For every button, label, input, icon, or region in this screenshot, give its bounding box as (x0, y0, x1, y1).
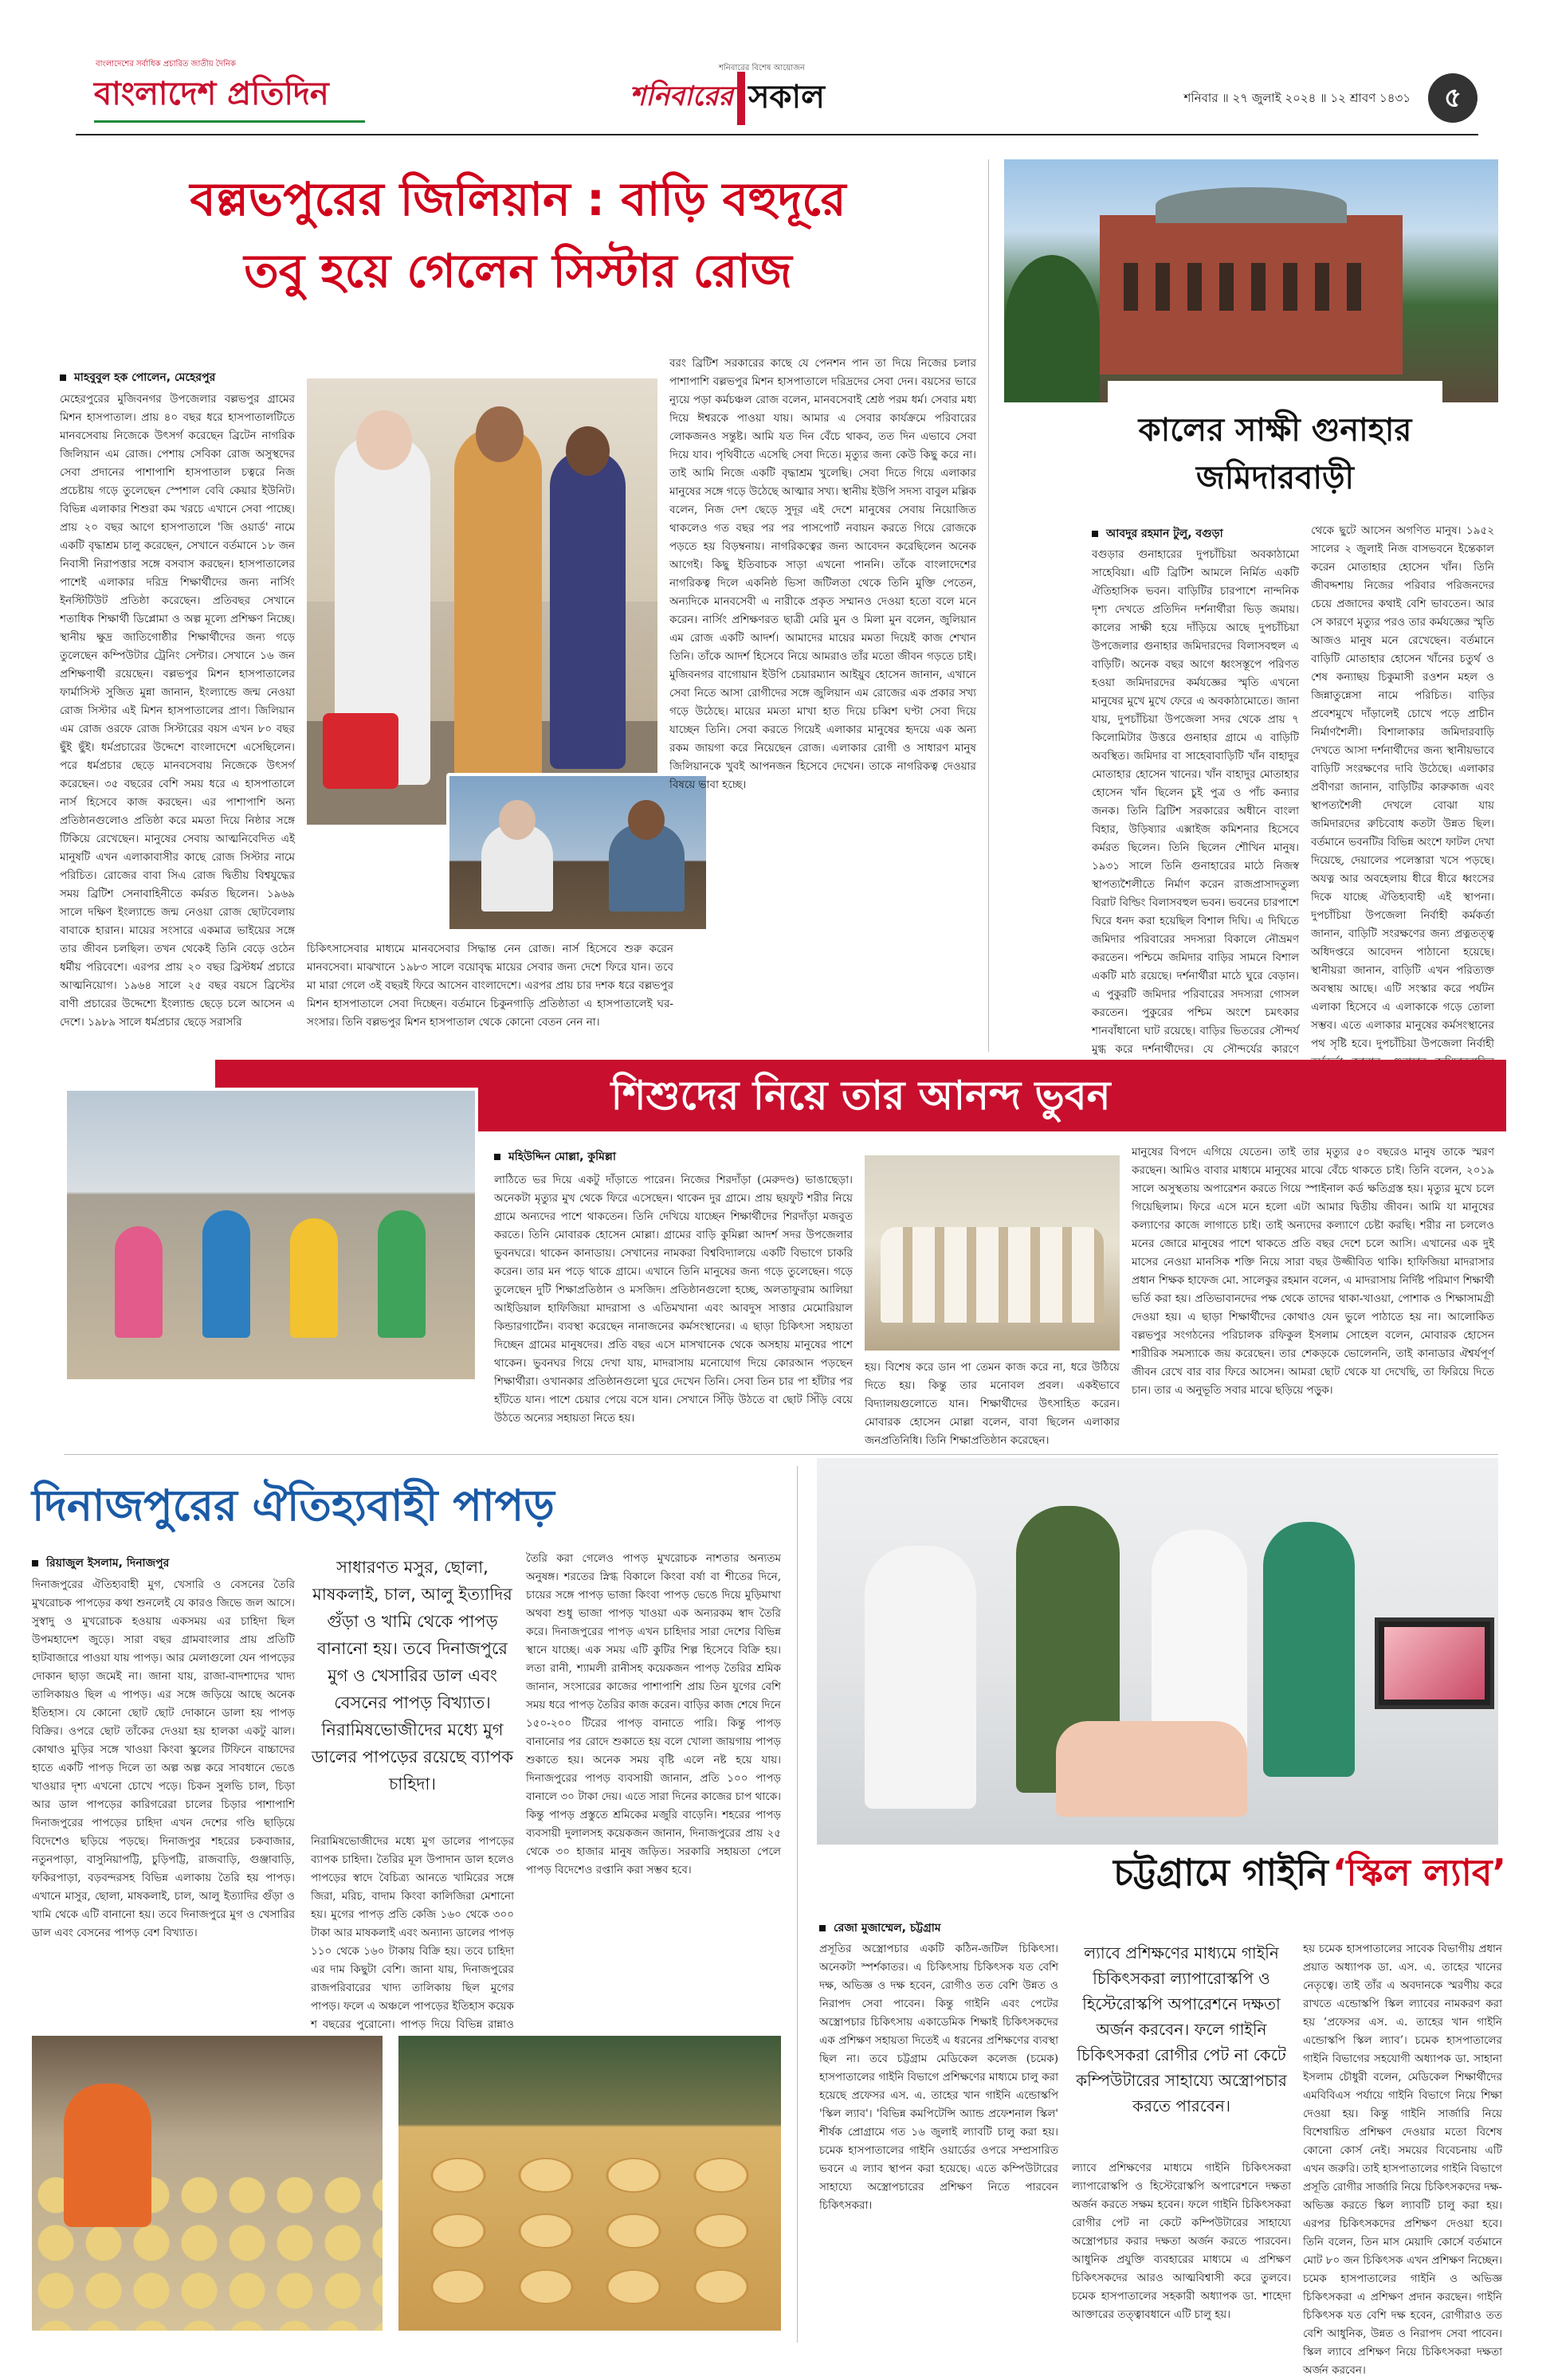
photo-doctor-3 (1263, 1522, 1355, 1777)
photo-papad-pile (414, 2147, 765, 2315)
byline-bullet (60, 374, 66, 381)
photo-child-3 (290, 1218, 338, 1338)
article-column-3: বরং ব্রিটিশ সরকারের কাছে যে পেনশন পান তা দিয়ে নিজের চলার পাশাপাশি বল্লভপুর মিশন হাসপাতালে দরিদ্রদের সেবা দেন। বয়সের ভারে ন্যুয়ে পড়া কর্মচঞ্চল রোজ বলেন, মানবসেবাই শ্রেষ্ঠ পরম ধর্ম। সেবার মধ্য দিয়ে ঈশ্বরকে পাওয়া যায়। আমার এ সেবার কার্যক্রমে পরিবারের লোকজনও সন্তুষ্ট। আমি যত দিন বেঁচে থাকব, তত দিন এভাবে সেবা দিয়ে যাব। পৃথিবীতে এসেছি সেবা দিতে। মৃত্যুর জন্য কেউ কিছু করে না। তাই আমি নিজে একটি বৃদ্ধাশ্রম খুলেছি। সেবা দিতে গিয়ে এলাকার মানুষের সঙ্গে গড়ে উঠেছে আত্মার সখ্য। স্থানীয় ইউপি সদস্য বাবুল মল্লিক বলেন, নিজ দেশ ছেড়ে সুদূর এই দেশে মানুষের সেবায় নিয়োজিত থাকলেও গত বছর পর পর পাসপোর্ট নবায়ন করতে গিয়ে রোজকে পড়তে হয় বিড়ম্বনায়। নাগরিকত্বের জন্য আবেদন করেছিলেন অনেক আগেই। কিছু ইতিবাচক সাড়া এখনো পাননি। তাঁকে বাংলাদেশের নাগরিকত্ব দিলে একনিষ্ঠ ভিসা জটিলতা থেকে তিনি মুক্তি পেতেন, অন্যদিকে মানবসেবী এ নারীকে প্রকৃত সম্মানও দেওয়া হতো বলে মনে করেন। নার্সিং প্রশিক্ষণরত ছাত্রী মেরি মুন ও মিলা মুন বলেন, জুলিয়ান এম রোজ একটি আদর্শ। আমাদের মায়ের মমতা দিয়েই কাজ শেখান তিনি। তাঁকে আদর্শ হিসেবে নিয়ে আমরাও তাঁর মতো জীবন গড়তে চাই। মুজিবনগর বাগোয়ান ইউপি চেয়ারম্যান আইয়ুব হোসেন জানান, এখানে সেবা নিতে আসা রোগীদের সঙ্গে জুলিয়ান এম রোজের এক প্রকার সখ্য গড়ে উঠেছে। মায়ের মমতা মাখা হাত দিয়ে চব্বিশ ঘণ্টা সেবা দিয়ে যাচ্ছেন তিনি। সেবা করতে গিয়েই এলাকার মানুষের হৃদয়ে এক অন্য রকম জায়গা করে নিয়েছেন রোজ। এলাকার রোগী ও সাধারণ মানুষ জিলিয়ানকে খুবই আপনজন হিসেবে দেখেন। তাকে নাগরিকত্ব দেওয়ার বিষয়ে ভাবা হচ্ছে। (669, 357, 976, 791)
photo-house-windows (1124, 263, 1379, 311)
photo-papad-drying-woman (32, 2036, 383, 2331)
byline: মহিউদ্দিন মোল্লা, কুমিল্লা (494, 1147, 733, 1166)
photo-office-person-2-head (628, 800, 665, 840)
issue-date: শনিবার ॥ ২৭ জুলাই ২০২৪ ॥ ১২ শ্রাবণ ১৪৩১ (1183, 91, 1411, 105)
article-column-3: হয় চমেক হাসপাতালের সাবেক বিভাগীয় প্রধান প্রয়াত অধ্যাপক ডা. এস. এ. তাহের খানের নেতৃত্বে। তাই তাঁর এ অবদানকে স্মরণীয় করে রাখতে এন্ডোস্কপি স্কিল ল্যাবের নামকরণ করা হয় ‘প্রফেসর এস. এ. তাহের খান গাইনি এন্ডোস্কপি স্কিল ল্যাব’। চমেক হাসপাতালের গাইনি বিভাগের সহযোগী অধ্যাপক ডা. সাহানা ইসলাম চৌধুরী বলেন, মেডিকেল শিক্ষার্থীদের এমবিবিএস পর্যায়ে গাইনি বিভাগে নিয়ে শিক্ষা দেওয়া হয়। কিন্তু গাইনি সার্জারি নিয়ে বিশেষায়িত প্রশিক্ষণ দেওয়ার মতো বিশেষ কোনো কোর্স নেই। সময়ের বিবেচনায় এটি এখন জরুরি। তাই হাসপাতালের গাইনি বিভাগে প্রসূতি রোগীর সার্জারি নিয়ে চিকিৎসকদের দক্ষ-অভিজ্ঞ করতে স্কিল ল্যাবটি চালু করা হয়। এরপর চিকিৎসকদের প্রশিক্ষণ দেওয়া হবে। তিনি বলেন, তিন মাস মেয়াদি কোর্সে বর্তমানে মোট ৮০ জন চিকিৎসক এখন প্রশিক্ষণ নিচ্ছেন। চমেক হাসপাতালের গাইনি ও অভিজ্ঞ চিকিৎসকরা এ প্রশিক্ষণ প্রদান করছেন। গাইনি চিকিৎসক যত বেশি দক্ষ হবেন, রোগীরাও তত বেশি আধুনিক, উন্নত ও নিরাপদ সেবা পাবেন। স্কিল ল্যাবে প্রশিক্ষণ নিয়ে চিকিৎসকরা দক্ষতা অর্জন করবেন। (1303, 1943, 1502, 2377)
page-number: ৫ (1443, 82, 1462, 114)
headline-line-1: কালের সাক্ষী গুনাহার (1138, 412, 1412, 449)
byline-bullet (819, 1925, 826, 1931)
masthead (0, 0, 1554, 135)
supplement-name-part1: শনিবারের (630, 80, 733, 112)
supplement-tagline: শনিবারের বিশেষ আয়োজন (719, 64, 805, 73)
masthead-tagline: বাংলাদেশের সর্বাধিক প্রচারিত জাতীয় দৈনিক (96, 60, 236, 69)
headline: শিশুদের নিয়ে তার আনন্দ ভুবন (610, 1072, 1111, 1119)
photo-house-roof (1156, 187, 1347, 223)
byline-bullet (1092, 531, 1098, 537)
divider-horizontal-middle (64, 1454, 1498, 1455)
article-column-1: লাঠিতে ভর দিয়ে একটু দাঁড়াতে পারেন। নিজের শিরদাঁড়া (মেরুদণ্ড) ভাঙাছেড়া। অনেকটা মৃত্যুর মুখ থেকে ফিরে এসেছেন। থাকেন দুর গ্রামে। প্রায় ছয়ফুট শরীর নিয়ে গ্রামে অন্যদের পাশে থাকতেন। তিনি দেখিয়ে যাচ্ছেন শিক্ষার্থীদের শিরদাঁড়া মজবুত করতে। তিনি মোবারক হোসেন মোল্লা। গ্রামের বাড়ি কুমিল্লা আদর্শ সদর উপজেলার ভুবনঘরে। থাকেন কানাডায়। সেখানের নামকরা বিশ্ববিদ্যালয়ে একটি বিভাগে চাকরি করেন। তার মন পড়ে থাকে গ্রামে। এখানে তিনি মানুষের জন্য গড়ে তুলেছেন। গড়ে তুলেছেন দুটি শিক্ষাপ্রতিষ্ঠান ও মসজিদ। প্রতিষ্ঠানগুলো হচ্ছে, অলতাফুরাম আলিয়া আইডিয়াল হাফিজিয়া মাদরাসা ও এতিমখানা এবং আবদুস সাত্তার মেমোরিয়াল কিন্ডারগার্টেন। ব্যবস্থা করেছেন নানাজনের কর্মসংস্থানের। এ ছাড়া চিকিৎসা সহায়তা দিচ্ছেন গ্রামের মানুষদের। প্রতি বছর এসে মাসখানেক থেকে অসহায় মানুষের পাশে থাকেন। ভুবনঘর গিয়ে দেখা যায়, মাদরাসায় মনোযোগ দিয়ে কোরআন পড়ছেন শিক্ষার্থীরা। ওখানকার প্রতিষ্ঠানগুলো ঘুরে দেখেন তিনি। সেবা তিন চার পা হাঁটার পর হাঁটতে যান। পাশে চেয়ার পেয়ে বসে যান। সেখানে সিঁড়ি উঠতে বা ছোট সিঁড়ি বেয়ে উঠতে অন্যের সহায়তা নিতে হয়। (494, 1174, 853, 1425)
supplement-name-part2: সকাল (737, 72, 825, 125)
article-column-2: চিকিৎসাসেবার মাধ্যমে মানবসেবার সিদ্ধান্ত নেন রোজ। নার্স হিসেবে শুরু করেন মানবসেবা। মাঝখানে ১৯৮৩ সালে বয়োবৃদ্ধ মায়ের সেবার জন্য দেশে ফিরে যান। তবে মা মারা গেলে ৩ই বছরই ফিরে আসেন বাংলাদেশে। এরপর প্রায় চার দশক ধরে বল্লভপুর মিশন হাসপাতালে সেবা দিচ্ছেন। বর্তমানে চিকুনগাড়ি প্রতিষ্ঠাতা এ হাসপাতালেই ঘর-সংসার। তিনি বল্লভপুর মিশন হাসপাতাল থেকে কোনো বেতন নেন না। (307, 943, 673, 1029)
supplement-logo (630, 72, 932, 123)
article-zamindar-house (988, 143, 1498, 1056)
article-dinajpur-papad (0, 1458, 797, 2351)
article-column-2: থেকে ছুটে আসেন অগণিত মানুষ। ১৯৫২ সালের ২ জুলাই নিজ বাসভবনে ইন্তেকাল করেন মোতাহার হোসেন খাঁন। তিনি জীবদ্দশায় নিজের পরিবার পরিজনদের চেয়ে প্রজাদের কথাই বেশি ভাবতেন। আর সে কারণে মৃত্যুর পরও তার কর্মযজ্ঞের স্মৃতি আজও মানুষ মনে রেখেছেন। বর্তমানে বাড়িটি মোতাহার হোসেন খাঁনের চতুর্থ ও শেষ কন্যাছয় চিকুমাসী রওশন মহল ও জিন্নাতুন্নেসা নামে পরিচিত। বাড়ির প্রবেশমুখে দাঁড়ালেই চোখে পড়ে প্রাচীন নির্মাণশৈলী। বিশালাকার জমিদারবাড়ি দেখতে আসা দর্শনার্থীদের জন্য স্থানীয়ভাবে বাড়িটি সংরক্ষণের দাবি উঠেছে। এলাকার প্রবীণরা জানান, বাড়িটির কারুকাজ এবং স্থাপত্যশৈলী দেখলে বোঝা যায় জমিদারদের রুচিবোধ কতটা উন্নত ছিল। বর্তমানে ভবনটির বিভিন্ন অংশে ফাটল দেখা দিয়েছে, দেয়ালের পলেস্তারা খসে পড়ছে। অযত্ন আর অবহেলায় ধীরে ধীরে ধ্বংসের দিকে যাচ্ছে ঐতিহ্যবাহী এই স্থাপনা। দুপচাঁচিয়া উপজেলা নির্বাহী কর্মকর্তা জানান, বাড়িটি সংরক্ষণের জন্য প্রত্নতত্ত্ব অধিদপ্তরে আবেদন পাঠানো হয়েছে। স্থানীয়রা জানান, বাড়িটি এখন পরিত্যক্ত অবস্থায় আছে। এটি সংস্কার করে পর্যটন এলাকা হিসেবে এ এলাকাকে গড়ে তোলা সম্ভব। এতে এলাকার মানুষের কর্মসংস্থানের পথ সৃষ্টি হবে। দুপচাঁচিয়া উপজেলা নির্বাহী (1311, 524, 1494, 1050)
paper-name-underline (94, 120, 365, 123)
photo-red-chair (323, 713, 398, 789)
photo-sister-rose-with-patient (307, 378, 657, 825)
article-sister-rose (0, 143, 988, 1036)
article-column-2: ল্যাবে প্রশিক্ষণের মাধ্যমে গাইনি চিকিৎসকরা ল্যাপারোস্কপি ও হিস্টেরোস্কপি অপারেশনে দক্ষতা অর্জন করতে সক্ষম হবেন। ফলে গাইনি চিকিৎসকরা রোগীর পেট না কেটে কম্পিউটারের সাহায্যে অস্ত্রোপচার করার দক্ষতা অর্জন করতে পারবেন। আধুনিক প্রযুক্তি ব্যবহারের মাধ্যমে এ প্রশিক্ষণ চিকিৎসকদের আরও আত্মবিশ্বাসী করে তুলবে। চমেক হাসপাতালের সহকারী অধ্যাপক ডা. শাহেদা আক্তারের তত্ত্বাবধানে এটি চালু হয়। (1072, 2162, 1291, 2321)
article-column-1: মেহেরপুরের মুজিবনগর উপজেলার বল্লভপুর গ্রামের মিশন হাসপাতাল। প্রায় ৪০ বছর ধরে হাসপাতালটিতে মানবসেবায় নিজেকে উৎসর্গ করেছেন ব্রিটেন নাগরিক জিলিয়ান এম রোজ। পেশায় সেবিকা রোজ অসুস্থদের সেবা প্রদানের পাশাপাশি হাসপাতাল চত্বরে নিজ প্রচেষ্টায় গড়ে তুলেছেন স্পেশাল বেবি কেয়ার ইউনিট। বিভিন্ন এলাকার শিশুরা কম খরচে এখানে সেবা পাচ্ছে। প্রায় ২০ বছর আগে হাসপাতালে 'জি ওয়ার্ড' নামে একটি বৃদ্ধাশ্রম চালু করেছেন, সেখানে বর্তমানে ১৮ জন নিবাসী নিরাপত্তার সঙ্গে বসবাস করছেন। হাসপাতালের পাশেই এলাকার দরিদ্র শিক্ষার্থীদের জন্য নার্সিং ইনস্টিটিউট প্রতিষ্ঠা করেছেন। প্রতিবছর সেখানে শতাধিক শিক্ষার্থী ডিপ্লোমা ও অল্প মূল্যে প্রশিক্ষণ নিচ্ছে। স্থানীয় ক্ষুদ্র জাতিগোষ্ঠীর শিক্ষার্থীদের জন্য গড়ে তুলেছেন কম্পিউটার ট্রেনিং সেন্টার। সেখানে ১৬ জন প্রশিক্ষণার্থী রয়েছেন। বল্লভপুর মিশন হাসপাতালের ফার্মাসিস্ট সুজিত মুন্না জানান, ইংল্যান্ডে জন্ম নেওয়া রোজ সিস্টার এই মিশন হাসপাতালের প্রাণ। জিলিয়ান এম রোজ ওরফে রোজ সিস্টারের বয়স এখন ৮০ বছর ছুঁই ছুঁই। ধর্মপ্রচারের উদ্দেশে বাংলাদেশে এসেছিলেন। পরে ধর্মপ্রচার ছেড়ে মানবসেবায় নিজেকে উৎসর্গ করেছেন। ৩৫ বছরের বেশি সময় ধরে এ হাসপাতালে নার্স হিসেবে কাজ করছেন। এর পাশাপাশি অন্য প্রতিষ্ঠানগুলোও প্রতিষ্ঠা করে মমতা দিয়ে নিষ্ঠার সঙ্গে টিকিয়ে রেখেছেন। মানুষের সেবায় আত্মনিবেদিত এই মানুষটি এখন এলাকাবাসীর কাছে রোজ সিস্টার নামে পরিচিত। রোজের বাবা সিএ রোজ দ্বিতীয় বিশ্বযুদ্ধের সময় ব্রিটিশ সেনাবাহিনীতে কর্মরত ছিলেন। ১৯৬৯ সালে দক্ষিণ ইংল্যান্ডে জন্ম নেওয়া রোজ ছোটবেলায় বাবাকে হারান। মায়ের সংসারে একমাত্র ভাইয়ের সঙ্গে তার জীবন চলছিল। তখন থেকেই তিনি বেড়ে ওঠেন ধর্মীয় পরিবেশে। এরপর প্রায় ২০ বছর ব্রিস্টধর্ম প্রচারে আত্মনিয়োগ। ১৯৬৪ সালে ২৫ বছর বয়সে ব্রিস্টের বাণী প্রচারের উদ্দেশ্যে ইংল্যান্ড ছেড়ে চলে আসেন এ দেশে। ১৯৮৯ সালে ধর্মপ্রচার ছেড়ে সরাসরি (60, 393, 295, 1029)
photo-children-dancing (64, 1088, 478, 1382)
photo-house-tree (1004, 255, 1100, 402)
photo-training-model (1056, 1721, 1247, 1817)
article-column-1: দিনাজপুরের ঐতিহ্যবাহী মুগ, খেসারি ও বেসনের তৈরি মুখরোচক পাপড়ের কথা শুনলেই যে কারও জিভে জল আসে। সুস্বাদু ও মুখরোচক হওয়ায় একসময় এর চাহিদা ছিল উপমহাদেশ জুড়ে। সারা বছর গ্রামবাংলার প্রায় প্রতিটি হাটবাজারে পাওয়া যায় পাপড়। আর মেলাগুলো যেন পাপড়ের দোকান ছাড়া জমেই না। জানা যায়, রাজা-বাদশাদের খাদ্য তালিকায়ও ছিল এ পাপড়। এর সঙ্গে জড়িয়ে আছে অনেক ইতিহাস। যে কোনো ছোট ছোট দোকানে ডালা হয় পাপড় বিক্রির। ওপরে ছোট তাঁকের দেওয়া হয় হালকা একটু ঝাল। কোথাও মুড়ির সঙ্গে খাওয়া কিংবা স্কুলের টিফিনে বাচ্চাদের হাতে একটি পাপড় দিলে তা অল্প অল্প করে সাবধানে ভেঙে খাওয়ার দৃশ্য এখনো চোখে পড়ে। চিকন সুলভি চাল, চিড়া আর ডাল পাপড়ের কারিগরেরা চালের চিড়ার পাশাপাশি দিনাজপুরের পাপড়ের চাহিদা এখন দেশের গণ্ডি ছাড়িয়ে বিদেশেও ছড়িয়ে পড়ছে। দিনাজপুর শহরের চকবাজার, নতুনপাড়া, বাসুনিয়াপট্টি, চুড়িপট্টি, রাজবাড়ি, গুঞ্জাবাড়ি, ফকিরপাড়া, বড়বন্দরসহ বিভিন্ন এলাকায় তৈরি হয় পাপড়। এখানে মাসুর, ছোলা, মাষকলাই, চাল, আলু ইত্যাদির গুঁড়া ও খামি থেকে এটি বানানো হয়। তবে দিনাজপুরে মুগ ও খেসারির ডাল এবং বেসনের পাপড় বেশ বিখ্যাত। (32, 1578, 295, 1939)
byline: আবদুর রহমান টুলু, বগুড়া (1092, 524, 1299, 543)
byline-bullet (32, 1560, 38, 1566)
photo-papad-stack (398, 2036, 781, 2331)
photo-doctor-1 (865, 1546, 976, 1809)
masthead-rule (76, 134, 1478, 135)
headline-part-1: চট্টগ্রামে গাইনি (1113, 1851, 1328, 1894)
photo-child-2 (202, 1210, 250, 1338)
photo-helper-figure (550, 450, 626, 769)
headline-line-2: তবু হয়ে গেলেন সিস্টার রোজ (244, 244, 792, 298)
article-column-3: মানুষের বিপদে এগিয়ে যেতেন। তাই তার মৃত্যুর ৫০ বছরেও মানুষ তাকে স্মরণ করছেন। আমিও বাবার মাধ্যমে মানুষের মাঝে বেঁচে থাকতে চাই। তিনি বলেন, ২০১৯ সালে অসুস্থতায় অপারেশন করতে গিয়ে স্পাইনাল কর্ড ক্ষতিগ্রস্ত হয়। মৃত্যুর মুখে চলে গিয়েছিলাম। ফিরে এসে মনে হলো এটা আমার দ্বিতীয় জীবন। আমি যা মানুষের কল্যাণের কাজে লাগাতে চাই। তাই অন্যদের কল্যাণে চেষ্টা করছি। শরীর না চললেও মনের জোরে মানুষের পাশে থাকতে প্রতি বছর দেশে চলে আসি। এখানের এক দুই মাসের নেওয়া মানসিক শক্তি নিয়ে সারা বছর উজ্জীবিত থাকি। হাফিজিয়া মাদরাসার প্রধান শিক্ষক হাফেজ মো. সালেকুর রহমান বলেন, এ মাদরাসায় নির্দিষ্ট পরিমাণ শিক্ষার্থী ভর্তি করা হয়। প্রতিভাবানদের পক্ষ থেকে তাদের থাকা-খাওয়া, পোশাক ও শিক্ষাসামগ্রী দেওয়া হয়। এ ছাড়া শিক্ষার্থীদের কোথাও যেন ভুলে পাঠাতে হয় না। আলোকিত বল্লভপুর সংগঠনের পরিচালক রফিকুল ইসলাম সোহেল বলেন, মোবারক হোসেন শারীরিক সমস্যাকে জয় করেছেন। তার শেকড়কে ভোলেননি, তাই কানাডার ঐশ্বর্যপূর্ণ জীবন রেখে বার বার ফিরে আসেন। আমরা ছোট থেকে যা দেখেছি, তা ফিরিয়ে দিতে চান। তার এ অনুভূতি সবার মাঝে ছড়িয়ে পড়ুক। (1132, 1146, 1494, 1397)
photo-patient-head (476, 406, 524, 462)
article-column-1: প্রসূতির অস্ত্রোপচার একটি কঠিন-জটিল চিকিৎসা। অনেকটা স্পর্শকাতর। এ চিকিৎসায় চিকিৎসক যত বেশি দক্ষ, অভিজ্ঞ ও দক্ষ হবেন, রোগীও তত বেশি উন্নত ও নিরাপদ সেবা পাবেন। কিন্তু গাইনি এবং পেটের অস্ত্রোপচার চিকিৎসায় একাডেমিক শিক্ষাই চিকিৎসকদের এক প্রশিক্ষণ সহায়তা দিতেই এ ধরনের প্রশিক্ষণের ব্যবস্থা ছিল না। তবে চট্টগ্রাম মেডিকেল কলেজ (চমেক) হাসপাতালের গাইনি বিভাগে প্রশিক্ষণের মাধ্যমে চালু করা হয়েছে প্রফেসর এস. এ. তাহের খান গাইনি এন্ডোস্কপি 'স্কিল ল্যাব'। 'বিভিন্ন কমপিটেন্সি অ্যান্ড প্রফেশনাল স্কিল' শীর্ষক প্রোগ্রামে গত ১৬ জুলাই ল্যাবটি চালু করা হয়। চমেক হাসপাতালের গাইনি ওয়ার্ডের ওপরে সম্প্রসারিত ভবনে এ ল্যাব স্থাপন করা হয়েছে। এতে কম্পিউটারের সাহায্যে অস্ত্রোপচারের প্রশিক্ষণ নিতে পারবেন চিকিৎসকরা। (819, 1943, 1058, 2212)
photo-madrasa-students (865, 1155, 1120, 1351)
headline-line-1: বল্লভপুরের জিলিয়ান : বাড়ি বহুদূরে (190, 172, 846, 226)
photo-patient-figure (454, 426, 542, 801)
photo-students-row (881, 1227, 1104, 1323)
paper-name: বাংলাদেশ প্রতিদিন (94, 76, 329, 112)
photo-child-1 (115, 1226, 163, 1338)
article-column-2: হয়। বিশেষ করে ডান পা তেমন কাজ করে না, ধরে উঠিয়ে দিতে হয়। কিন্তু তার মনোবল প্রবল। একইভাবে বিদ্যালয়গুলোতে যান। শিক্ষার্থীদের উৎসাহিত করেন। মোবারক হোসেন মোল্লা বলেন, বাবা ছিলেন এলাকার জনপ্রতিনিধি। তিনি শিক্ষাপ্রতিষ্ঠান করেছেন। (865, 1361, 1120, 1447)
byline-bullet (494, 1154, 500, 1160)
headline (869, 1841, 1506, 1904)
byline: রেজা মুজাম্মেল, চট্টগ্রাম (819, 1919, 1058, 1938)
headline-line-2: জমিদারবাড়ী (1196, 460, 1354, 496)
photo-skill-lab (817, 1458, 1498, 1845)
byline: মাহবুবুল হক পোলেন, মেহেরপুর (60, 368, 291, 387)
photo-child-4 (378, 1210, 426, 1338)
article-column-1: বগুড়ার গুনাহারের দুপচাঁচিয়া অবকাঠামো সাহেবিয়া। এটি ব্রিটিশ আমলে নির্মিত একটি ঐতিহাসিক ভবন। বাড়িটির চারপাশে নান্দনিক দৃশ্য দেখতে প্রতিদিন দর্শনার্থীরা ভিড় জমায়। কালের সাক্ষী হয়ে দাঁড়িয়ে আছে দুপচাঁচিয়া উপজেলার গুনাহার জমিদারদের বিলাসবহুল এ বাড়িটি। অনেক বছর আগে ধ্বংসস্তূপে পরিণত হওয়া জমিদারদের কর্মযজ্ঞের স্মৃতি এখনো মানুষের মুখে মুখে ফেরে এ অবকাঠামোতে। জানা যায়, দুপচাঁচিয়া উপজেলা সদর থেকে প্রায় ৭ কিলোমিটার উত্তরে গুনাহার গ্রামে এ বাড়িটি অবস্থিত। জমিদার বা সাহেবাবাড়িটি খাঁন বাহাদুর মোতাহার হোসেন খানের। খাঁন বাহাদুর মোতাহার হোসেন খাঁন ছিলেন চুই পুত্র ও পাঁচ কন্যার জনক। তিনি ব্রিটিশ সরকারের অধীনে বাংলা বিহার, উড়িষ্যার এক্সাইজ কমিশনার হিসেবে কর্মরত ছিলেন। তিনি ছিলেন শৌখিন মানুষ। ১৯৩১ সালে তিনি গুনাহারের মাঠে নিজস্ব স্থাপত্যশৈলীতে নির্মাণ করেন রাজপ্রাসাদতুল্য বিরাট বিল্ডিং বিলাসবহুল ভবন। ভবনের চারপাশে ঘিরে ধনদ করা হয়েছিল বিশাল দিঘি। এ দিঘিতে জমিদার পরিবারের সদস্যরা বিকালে নৌভ্রমণ করতেন। পশ্চিমে জমিদার বাড়ির সামনে বিশাল একটি মাঠ রয়েছে। দর্শনার্থীরা মাঠে ঘুরে বেড়ান। এ পুকুরটি জমিদার পরিবারের সদস্যরা গোসল করতেন। পুকুরের পশ্চিম অংশে চমৎকার শানবাঁধানো ঘাট রয়েছে। বাড়ির ভিতরের সৌন্দর্য মুগ্ধ করে দর্শনার্থীদের। যে সৌন্দর্যের কারণে (1092, 548, 1299, 1056)
photo-nurse-head (356, 410, 412, 470)
article-chattogram-skill-lab (797, 1458, 1554, 2377)
photo-office-person-1-head (499, 800, 536, 840)
photo-zamindar-house (1004, 159, 1498, 402)
byline: রিয়াজুল ইসলাম, দিনাজপুর (32, 1554, 271, 1573)
article-children-world (0, 1052, 1554, 1450)
pull-quote: সাধারণত মসুর, ছোলা, মাষকলাই, চাল, আলু ইত্যাদির গুঁড়া ও খামি থেকে পাপড় বানানো হয়। তবে দিনাজপুরে মুগ ও খেসারির ডাল এবং বেসনের পাপড় বিখ্যাত। নিরামিষভোজীদের মধ্যে মুগ ডালের পাপড়ের রয়েছে ব্যাপক চাহিদা। (311, 1558, 514, 1794)
pull-quote: ল্যাবে প্রশিক্ষণের মাধ্যমে গাইনি চিকিৎসকরা ল্যাপারোস্কপি ও হিস্টেরোস্কপি অপারেশনে দক্ষতা অর্জন করবেন। ফলে গাইনি চিকিৎসকরা রোগীর পেট না কেটে কম্পিউটারের সাহায্যে অস্ত্রোপচার করতে পারবেন। (1076, 1943, 1287, 2115)
photo-woman-figure (64, 2084, 151, 2227)
article-column-3: তৈরি করা গেলেও পাপড় মুখরোচক নাশতার অন্যতম অনুষঙ্গ। শরতের স্নিগ্ধ বিকালে কিংবা বর্ষা বা শীতের দিনে, চায়ের সঙ্গে পাপড় ভাজা কিংবা পাপড় ভেঙে দিয়ে মুড়িমাখা অথবা শুধু ভাজা পাপড় খাওয়া এক অন্যরকম স্বাদ তৈরি করে। দিনাজপুরের পাপড় এখন চাহিদার সারা দেশের বিভিন্ন স্থানে যাচ্ছে। এক সময় এটি কুটির শিল্প হিসেবে বিক্রি হয়। লতা রানী, শ্যামলী রানীসহ কয়েকজন পাপড় তৈরির শ্রমিক জানান, সংসারের কাজের পাশাপাশি প্রায় তিন যুগের বেশি সময় ধরে পাপড় তৈরির কাজ করেন। বাড়ির কাজ শেষে দিনে ১৫০-২০০ টিরের পাপড় বানাতে পারি। কিন্তু পাপড় বানানোর পর রোদে শুকাতে হয় বলে খোলা জায়গায় পাপড় শুকাতে হয়। অনেক সময় বৃষ্টি এলে নষ্ট হয়ে যায়। দিনাজপুরের পাপড় ব্যবসায়ী জানান, প্রতি ১০০ পাপড় বানালে ৩০ টাকা দেয়। এতে সারা দিনের কাজের চাপ থাকে। কিন্তু পাপড় প্রস্তুতে শ্রমিকের মজুরি বাড়েনি। শহরের পাপড় ব্যবসায়ী দুলালসহ কয়েকজন জানান, দিনাজপুরের প্রায় ২৫ থেকে ৩০ হাজার মানুষ জড়িত। সরকারি সহায়তা পেলে পাপড় বিদেশেও রপ্তানি করা সম্ভব হবে। (526, 1552, 781, 1876)
photo-monitor-screen (1384, 1627, 1485, 1700)
headline: দিনাজপুরের ঐতিহ্যবাহী পাপড় (32, 1480, 555, 1531)
headline-part-2: ‘স্কিল ল্যাব’ (1332, 1851, 1506, 1894)
article-column-2: নিরামিষভোজীদের মধ্যে মুগ ডালের পাপড়ের ব্যাপক চাহিদা। তৈরির মূল উপাদান ডাল হলেও পাপড়ের স্বাদে বৈচিত্র্য আনতে খামিরের সঙ্গে জিরা, মরিচ, বাদাম কিংবা কালিজিরা মেশানো হয়। মুগের পাপড় প্রতি কেজি ১৬০ থেকে ৩০০ টাকা আর মাষকলাই এবং অন্যান্য ডালের পাপড় ১১০ থেকে ১৬০ টাকায় বিক্রি হয়। তবে চাহিদা এর দাম কিছুটা বেশি। জানা যায়, দিনাজপুরের রাজপরিবারের খাদ্য তালিকায় ছিল মুগের পাপড়। ফলে এ অঞ্চলে পাপড়ের ইতিহাস কয়েক শ বছরের পুরোনো। পাপড় দিয়ে বিভিন্ন রান্নাও (311, 1835, 514, 2031)
photo-helper-head (566, 426, 610, 476)
